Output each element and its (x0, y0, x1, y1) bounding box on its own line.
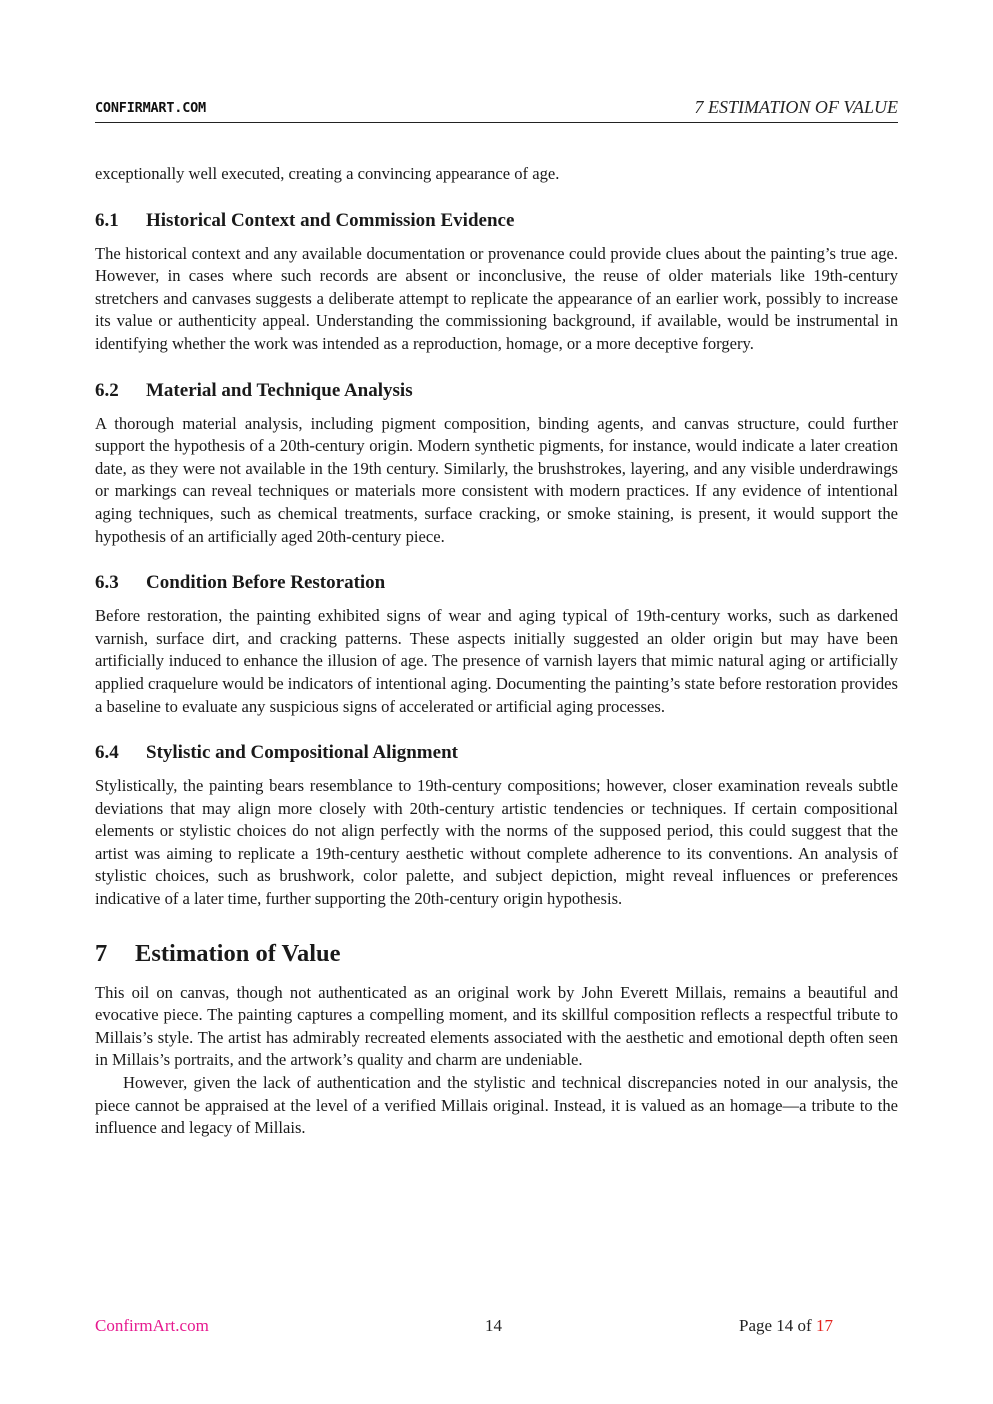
page-content (95, 163, 898, 1140)
subsection-number: 6.4 (95, 742, 119, 764)
page-total-link[interactable]: 17 (815, 1316, 833, 1335)
subsection-paragraph-6-1: The historical context and any available documentation or provenance could provide clues about the painting’s true age. However, in cases where such records are absent or inconclusive, the reuse of older materials like 19th-century stretchers and canvases suggests a deliberate attempt to replicate the appearance of an earlier work, possibly to increase its value or authenticity appeal. Understanding the commissioning background, if available, would be instrumental in identifying whether the work was intended as a reproduction, homage, or a more deceptive forgery. (95, 243, 898, 353)
subsection-paragraph-6-3: Before restoration, the painting exhibited signs of wear and aging typical of 19th-century works, such as darkened varnish, surface dirt, and cracking patterns. These aspects initially suggested an older origin but may have been artificially induced to enhance the illusion of age. The presence of varnish layers that mimic natural aging or artificially applied craquelure would be indicators of intentional aging. Documenting the painting’s state before restoration provides a baseline to evaluate any suspicious signs of accelerated or artificial aging processes. (95, 606, 898, 716)
subsection-heading-6-3 (95, 571, 898, 595)
section-number: 7 (95, 939, 108, 967)
page-count-prefix: Page 14 of (739, 1316, 816, 1335)
section-title: Estimation of Value (135, 939, 341, 967)
subsection-heading-6-1 (95, 209, 898, 233)
subsection-title: Historical Context and Commission Evidence (146, 209, 515, 231)
subsection-title: Material and Technique Analysis (146, 379, 413, 401)
page-footer (95, 1316, 898, 1338)
document-page (95, 0, 898, 1404)
subsection-number: 6.3 (95, 572, 119, 594)
subsection-heading-6-4 (95, 741, 898, 765)
section-paragraph-1: This oil on canvas, though not authenticated as an original work by John Everett Millais, remains a beautiful and evocative piece. The painting captures a compelling moment, and its skillful composition reflects a respectful tribute to Millais’s style. The artist has admirably recreated elements associated with the aesthetic and emotional depth often seen in Millais’s portraits, and the artwork’s quality and charm are undeniable. (95, 982, 898, 1070)
footer-site-link[interactable]: ConfirmArt.com (95, 1316, 209, 1335)
page-header (95, 96, 898, 123)
footer-page-count (739, 1316, 833, 1336)
site-logo: CONFIRMART.COM (95, 100, 206, 116)
subsection-title: Stylistic and Compositional Alignment (146, 742, 458, 764)
subsection-paragraph-6-4: Stylistically, the painting bears resemblance to 19th-century compositions; however, closer examination reveals subtle deviations that may align more closely with 20th-century artistic tendencies or techniques. If certain compositional elements or stylistic choices do not align perfectly with the norms of the supposed period, this could suggest that the artist was aiming to replicate a 19th-century aesthetic without complete adherence to its conventions. An analysis of stylistic choices, such as brushwork, color palette, and subject depiction, might reveal influences or preferences indicative of a later time, further supporting the 20th-century origin hypothesis. (95, 776, 898, 909)
subsection-paragraph-6-2: A thorough material analysis, including pigment composition, binding agents, and canvas structure, could further support the hypothesis of a 20th-century origin. Modern synthetic pigments, for instance, would indicate a later creation date, as they were not available in the 19th century. Similarly, the brushstrokes, layering, and any visible underdrawings or markings can reveal techniques or materials more consistent with modern practices. If any evidence of intentional aging techniques, such as chemical treatments, surface cracking, or smoke staining, is present, it would support the hypothesis of an artificially aged 20th-century piece. (95, 413, 898, 546)
section-heading-7 (95, 939, 898, 969)
subsection-number: 6.1 (95, 209, 119, 231)
subsection-heading-6-2 (95, 379, 898, 403)
section-paragraph-2: However, given the lack of authentication and the stylistic and technical discrepancies noted in our analysis, the piece cannot be appraised at the level of a verified Millais original. Instead, it is valued as an homage—a tribute to the influence and legacy of Millais. (95, 1073, 898, 1138)
footer-page-number: 14 (485, 1316, 502, 1335)
subsection-title: Condition Before Restoration (146, 572, 386, 594)
running-head: 7 ESTIMATION OF VALUE (694, 97, 898, 117)
intro-paragraph: exceptionally well executed, creating a convincing appearance of age. (95, 164, 560, 183)
subsection-number: 6.2 (95, 379, 119, 401)
